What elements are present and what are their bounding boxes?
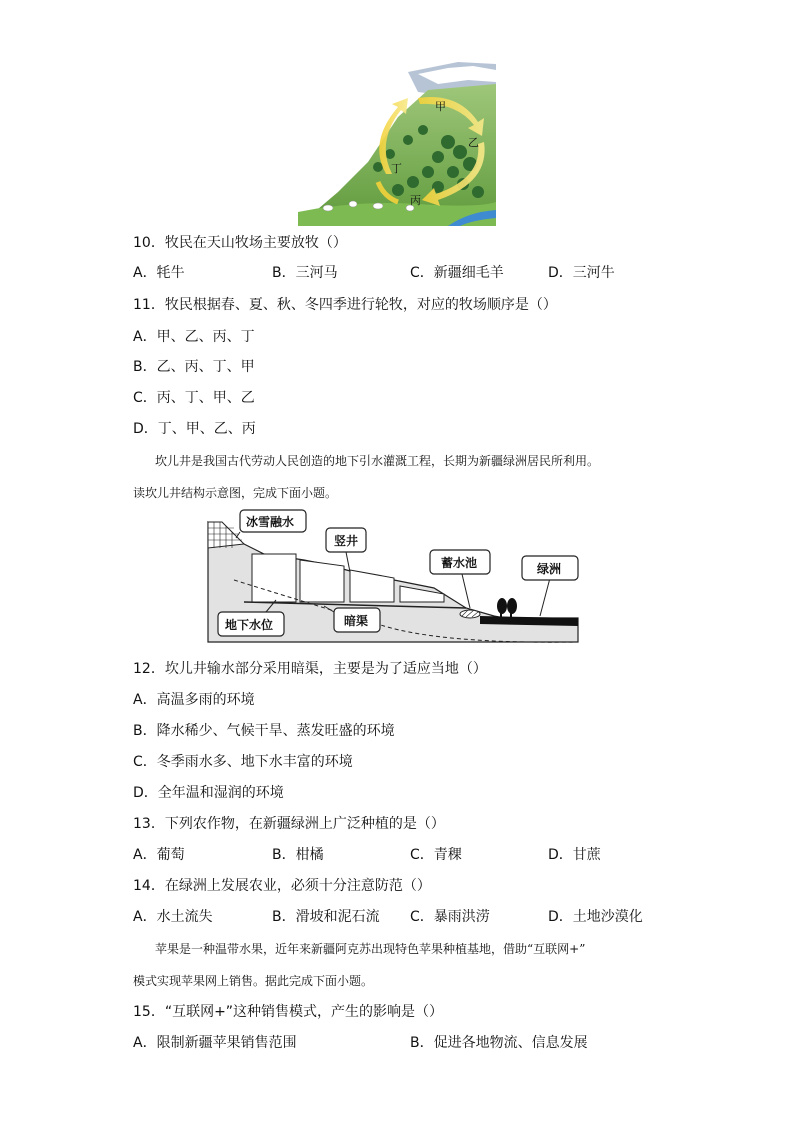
question-10-option-b[interactable]: B．三河马 [272,265,338,281]
label-channel: 暗渠 [344,614,369,628]
question-10-option-c[interactable]: C．新疆细毛羊 [410,265,504,281]
question-13-option-b[interactable]: B．柑橘 [272,847,324,863]
question-12-option-d[interactable]: D．全年温和湿润的环境 [133,785,284,801]
label-jia: 甲 [435,100,446,113]
question-14-option-b[interactable]: B．滑坡和泥石流 [272,909,380,925]
question-12-stem: 12．坎儿井输水部分采用暗渠，主要是为了适应当地（） [133,661,487,677]
mountain-pasture-figure [298,62,496,226]
question-11-option-c[interactable]: C．丙、丁、甲、乙 [133,390,255,406]
question-15-option-b[interactable]: B．促进各地物流、信息发展 [410,1035,588,1051]
question-14-stem: 14．在绿洲上发展农业，必须十分注意防范（） [133,878,431,894]
label-oasis: 绿洲 [537,562,562,576]
question-13-stem: 13．下列农作物，在新疆绿洲上广泛种植的是（） [133,816,445,832]
label-bing: 丙 [410,194,421,207]
question-11-option-a[interactable]: A．甲、乙、丙、丁 [133,329,255,345]
label-yi: 乙 [468,136,479,149]
question-15-stem: 15．“互联网+”这种销售模式，产生的影响是（） [133,1004,444,1020]
question-10-stem: 10．牧民在天山牧场主要放牧（） [133,235,347,251]
question-13-option-c[interactable]: C．青稞 [410,847,462,863]
question-10-option-d[interactable]: D．三河牛 [548,265,615,281]
question-14-option-a[interactable]: A．水土流失 [133,909,213,925]
passage-apple-line2: 模式实现苹果网上销售。据此完成下面小题。 [133,974,374,988]
question-14-option-c[interactable]: C．暴雨洪涝 [410,909,490,925]
question-13-option-d[interactable]: D．甘蔗 [548,847,601,863]
label-reservoir: 蓄水池 [441,556,478,570]
question-12-option-c[interactable]: C．冬季雨水多、地下水丰富的环境 [133,754,353,770]
reservoir-shape [460,610,480,618]
passage-karez-line1: 坎儿井是我国古代劳动人民创造的地下引水灌溉工程，长期为新疆绿洲居民所利用。 [155,454,600,468]
question-11-option-d[interactable]: D．丁、甲、乙、丙 [133,421,256,437]
question-15-option-a[interactable]: A．限制新疆苹果销售范围 [133,1035,297,1051]
question-13-option-a[interactable]: A．葡萄 [133,847,185,863]
question-14-option-d[interactable]: D．土地沙漠化 [548,909,643,925]
label-ding: 丁 [391,162,402,175]
question-12-option-b[interactable]: B．降水稀少、气候干旱、蒸发旺盛的环境 [133,723,395,739]
question-11-option-b[interactable]: B．乙、丙、丁、甲 [133,359,255,375]
karez-diagram [204,508,582,644]
label-snowmelt: 冰雪融水 [246,515,295,529]
label-shaft: 竖井 [334,534,359,548]
question-10-option-a[interactable]: A．牦牛 [133,265,185,281]
question-11-stem: 11．牧民根据春、夏、秋、冬四季进行轮牧，对应的牧场顺序是（） [133,297,557,313]
question-12-option-a[interactable]: A．高温多雨的环境 [133,692,255,708]
passage-karez-line2: 读坎儿井结构示意图，完成下面小题。 [133,486,338,500]
passage-apple-line1: 苹果是一种温带水果，近年来新疆阿克苏出现特色苹果种植基地，借助“互联网+” [155,942,586,956]
label-water-table: 地下水位 [225,618,274,632]
